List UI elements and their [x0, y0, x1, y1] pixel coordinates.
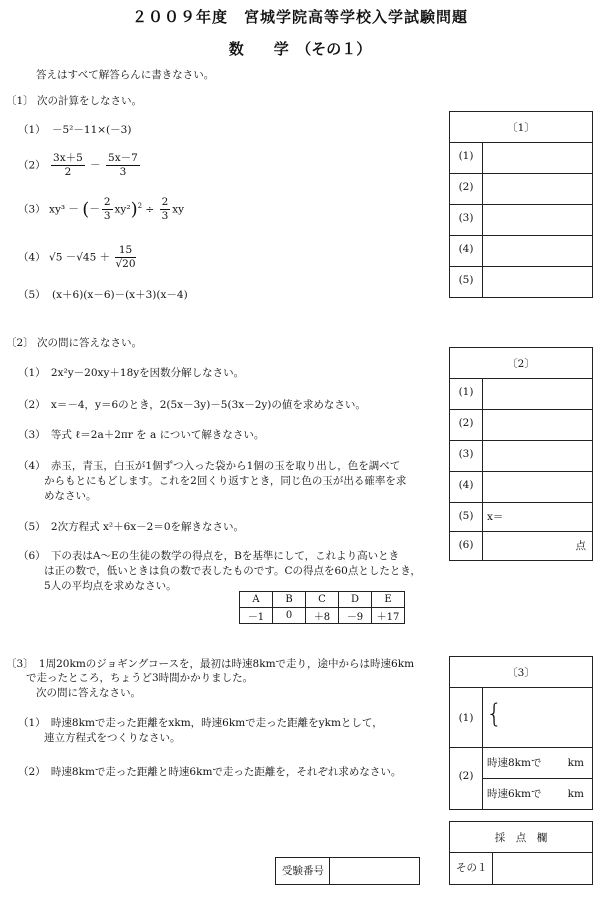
- q2-5: （5） 2次方程式 x²＋6x－2＝0を解きなさい。: [18, 521, 245, 533]
- answer-1-4-field[interactable]: [483, 236, 592, 266]
- answer-box-2-header: 〔2〕: [507, 358, 535, 370]
- answer-2-label: (4): [458, 479, 474, 491]
- table-header: D: [339, 592, 372, 608]
- q3-2: （2） 時速8kmで走った距離と時速6kmで走った距離を，それぞれ求めなさい。: [18, 766, 402, 778]
- section3-line3: 次の問に答えなさい。: [36, 687, 141, 699]
- table-header: B: [273, 592, 306, 608]
- instruction-text: 答えはすべて解答らんに書きなさい。: [36, 69, 215, 81]
- exam-number-box: [275, 857, 420, 885]
- score-box-header: 採 点 欄: [494, 832, 548, 844]
- page-subtitle: 数 学 （その１）: [228, 40, 372, 58]
- q1-3-part-b: xy²: [114, 203, 131, 216]
- q1-4: [18, 244, 138, 271]
- table-header: A: [240, 592, 273, 608]
- answer-1-3-field[interactable]: [483, 205, 592, 235]
- q1-2: [18, 152, 142, 179]
- table-header: C: [306, 592, 339, 608]
- answer-2-4-field[interactable]: [483, 472, 592, 502]
- q2-2: （2） x＝－4，y＝6のとき，2(5x－3y)－5(3x－2y)の値を求めなさい。: [18, 399, 366, 411]
- q2-4-line2: からもとにもどします。これを2回くり返すとき，同じ色の玉が出る確率を求: [44, 475, 407, 487]
- q2-6-line2: は正の数で，低いときは負の数で表したものです。Cの得点を60点としたとき，: [44, 565, 421, 577]
- answer-2-2-field[interactable]: [483, 410, 592, 440]
- q1-2-frac1: $\frac{3x+5}{2}$: [53, 152, 83, 178]
- q1-3-label: （3）: [18, 203, 46, 216]
- q1-2-frac2: $\frac{5x-7}{3}$: [108, 152, 138, 178]
- answer-3-1-field[interactable]: [500, 688, 592, 747]
- answer-1-label: (2): [458, 181, 474, 193]
- q1-5-text: (x＋6)(x－6)－(x＋3)(x－4): [52, 289, 188, 301]
- q3-1-line1: （1） 時速8kmで走った距離をxkm，時速6kmで走った距離をykmとして，: [18, 717, 383, 729]
- answer-1-label: (3): [458, 212, 474, 224]
- q1-3-frac2: $\frac{2}{3}$: [161, 196, 169, 222]
- answer-2-6-field[interactable]: [483, 532, 570, 560]
- q2-4-line3: めなさい。: [44, 490, 97, 502]
- answer-3-2-label: (2): [458, 770, 474, 782]
- q2-6-line1: （6） 下の表はA～Eの生徒の数学の得点を，Bを基準にして，これより高いとき: [18, 550, 400, 562]
- answer-2-6-unit: 点: [575, 540, 586, 552]
- q1-3: （3） xy³ － (－ $\frac{2}{3}$ xy²)$^2$ ÷ $\frac{2}{3}$ xy: [18, 196, 185, 222]
- q1-1-label: （1）: [18, 124, 46, 136]
- table-header: E: [372, 592, 405, 608]
- section3-line1: 〔3〕 1周20kmのジョギングコースを，最初は時速8kmで走り，途中からは時速6km: [6, 658, 415, 670]
- answer-box-2: [449, 347, 593, 561]
- q1-3-div: ÷: [145, 203, 155, 216]
- answer-1-2-field[interactable]: [483, 174, 592, 204]
- q1-2-minus: －: [90, 159, 101, 172]
- score-box-label: その１: [456, 862, 488, 874]
- q3-1-line2: 連立方程式をつくりなさい。: [44, 732, 181, 744]
- q1-3-part-a: xy³ －: [49, 203, 79, 216]
- answer-3-1-label: (1): [458, 712, 474, 724]
- section3-line2: で走ったところ，ちょうど3時間かかりました。: [26, 672, 254, 684]
- answer-box-1: [449, 111, 593, 298]
- table-cell: 0: [273, 608, 306, 624]
- score-diff-table: [239, 591, 405, 624]
- exam-title: ２００９年度 宮城学院高等学校入学試験問題: [131, 8, 468, 26]
- answer-1-label: (1): [458, 150, 474, 162]
- q1-4-frac: $\frac{15}{√20}$: [115, 244, 136, 270]
- answer-box-3: [449, 656, 593, 810]
- score-field[interactable]: [493, 853, 592, 884]
- q1-3-frac: $\frac{2}{3}$: [103, 196, 111, 222]
- q2-4-line1: （4） 赤玉，青玉，白玉が1個ずつ入った袋から1個の玉を取り出し，色を調べて: [18, 460, 401, 472]
- table-cell: ＋8: [306, 608, 339, 624]
- answer-box-1-header: 〔1〕: [507, 122, 535, 134]
- q1-1-text: －5²－11×(－3): [52, 124, 132, 136]
- answer-2-1-field[interactable]: [483, 379, 592, 409]
- answer-box-3-header: 〔3〕: [507, 667, 535, 679]
- exam-number-label: 受験番号: [282, 865, 324, 877]
- answer-3-2b-unit: km: [567, 788, 584, 800]
- section2-heading: 〔2〕 次の問に答えなさい。: [6, 337, 143, 349]
- answer-2-3-field[interactable]: [483, 441, 592, 471]
- q1-4-part-a: √5 －√45 ＋: [49, 251, 111, 264]
- table-cell: －9: [339, 608, 372, 624]
- answer-2-label: (6): [458, 539, 474, 551]
- q2-3: （3） 等式 ℓ＝2a＋2πr を a について解きなさい。: [18, 429, 265, 441]
- score-box: [449, 821, 593, 885]
- answer-1-label: (4): [458, 243, 474, 255]
- answer-2-5-field[interactable]: [510, 503, 592, 531]
- answer-1-1-field[interactable]: [483, 143, 592, 173]
- answer-3-2a-text: 時速8kmで: [487, 757, 542, 769]
- table-cell: ＋17: [372, 608, 405, 624]
- answer-2-label: (3): [458, 448, 474, 460]
- answer-1-label: (5): [458, 274, 474, 286]
- section1-heading: 〔1〕 次の計算をしなさい。: [6, 95, 143, 107]
- answer-2-label: (2): [458, 417, 474, 429]
- answer-2-label: (1): [458, 386, 474, 398]
- answer-2-label: (5): [458, 510, 474, 522]
- answer-3-2a-unit: km: [567, 757, 584, 769]
- q2-1: （1） 2x²y－20xy＋18yを因数分解しなさい。: [18, 367, 245, 379]
- answer-1-5-field[interactable]: [483, 267, 592, 297]
- q1-5-label: （5）: [18, 289, 46, 301]
- answer-3-2b-text: 時速6kmで: [487, 788, 542, 800]
- brace-icon: {: [486, 699, 503, 729]
- table-cell: －1: [240, 608, 273, 624]
- q1-4-label: （4）: [18, 251, 46, 264]
- exam-number-field[interactable]: [330, 858, 419, 884]
- answer-2-5-x-prefix: x＝: [487, 511, 504, 523]
- q1-3-part-d: xy: [172, 203, 185, 216]
- q2-6-line3: 5人の平均点を求めなさい。: [44, 580, 177, 592]
- q1-2-label: （2）: [18, 159, 46, 172]
